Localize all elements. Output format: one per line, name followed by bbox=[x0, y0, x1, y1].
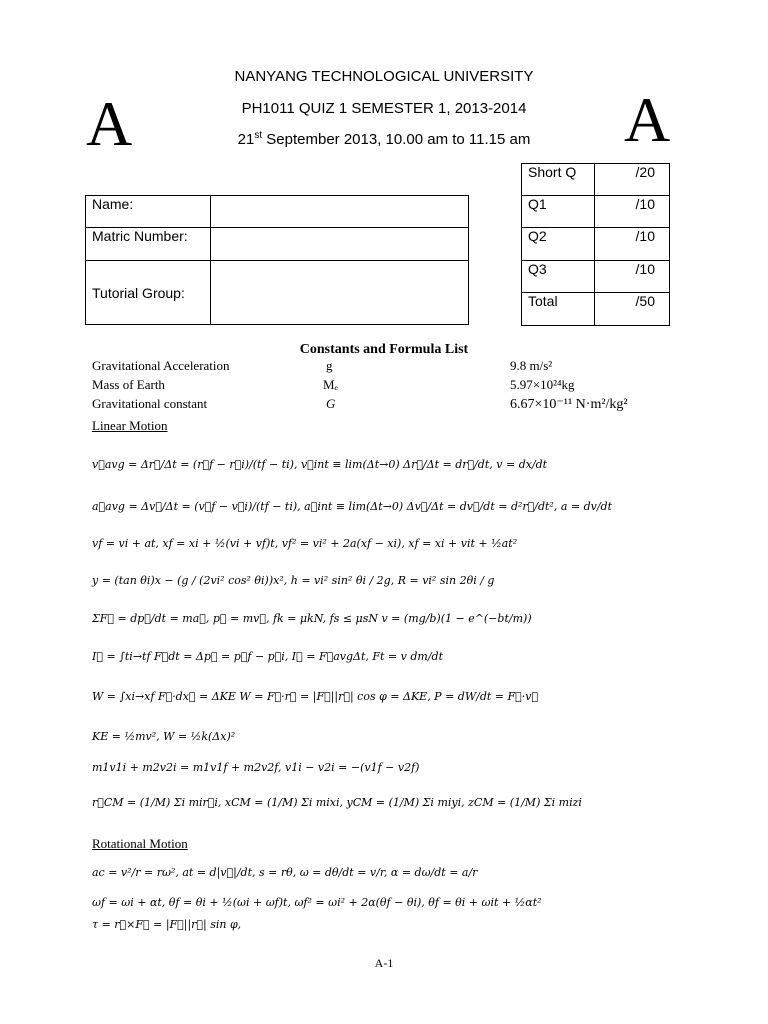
score-max: /20 bbox=[595, 164, 670, 196]
score-label: Total bbox=[522, 293, 595, 326]
score-table bbox=[521, 163, 670, 326]
name-label: Name: bbox=[86, 196, 211, 228]
quiz-title: PH1011 QUIZ 1 SEMESTER 1, 2013-2014 bbox=[241, 100, 527, 117]
quiz-date bbox=[0, 130, 768, 148]
equation-line: ac = v²/r = rω², at = d|v⃗|/dt, s = rθ, ω = dθ/dt = v/r, α = dω/dt = a/r bbox=[92, 866, 478, 879]
constant-value: 5.97×10²⁴kg bbox=[510, 377, 575, 392]
linear-motion-heading: Linear Motion bbox=[92, 418, 168, 433]
equation-line: τ = r⃗×F⃗ = |F⃗||r⃗| sin φ, bbox=[92, 918, 242, 931]
equation-line: v⃗avg = Δr⃗/Δt = (r⃗f − r⃗i)/(tf − ti), v⃗int ≡ lim(Δt→0) Δr⃗/Δt = dr⃗/dt, v = dx/dt bbox=[92, 458, 548, 471]
score-label: Short Q bbox=[522, 164, 595, 196]
constants-title: Constants and Formula List bbox=[299, 342, 469, 357]
equation-line: r⃗CM = (1/M) Σi mir⃗i, xCM = (1/M) Σi mixi, yCM = (1/M) Σi miyi, zCM = (1/M) Σi mizi bbox=[92, 796, 582, 809]
student-info-table bbox=[85, 195, 469, 325]
constant-value: 6.67×10⁻¹¹ N·m²/kg² bbox=[510, 397, 628, 412]
matric-field[interactable] bbox=[211, 228, 469, 261]
constant-symbol: g bbox=[326, 358, 333, 373]
equation-line: ΣF⃗ = dp⃗/dt = ma⃗, p⃗ = mv⃗, fk = μkN, fs ≤ μsN v = (mg/b)(1 − e^(−bt/m)) bbox=[92, 612, 532, 625]
equation-line: a⃗avg = Δv⃗/Δt = (v⃗f − v⃗i)/(tf − ti), a⃗int ≡ lim(Δt→0) Δv⃗/Δt = dv⃗/dt = d²r⃗/dt², a = dv/dt bbox=[92, 500, 613, 513]
score-label: Q3 bbox=[522, 261, 595, 293]
name-field[interactable] bbox=[211, 196, 469, 228]
score-row bbox=[522, 164, 670, 196]
corner-letter-left: A bbox=[86, 88, 133, 159]
equation-line: KE = ½mv², W = ½k(Δx)² bbox=[92, 730, 236, 743]
equation-line: vf = vi + at, xf = xi + ½(vi + vf)t, vf² = vi² + 2a(xf − xi), xf = xi + vit + ½at² bbox=[92, 537, 518, 550]
score-max: /10 bbox=[595, 261, 670, 293]
equation-line: y = (tan θi)x − (g / (2vi² cos² θi))x², h = vi² sin² θi / 2g, R = vi² sin 2θi / g bbox=[92, 574, 495, 587]
date-suffix: st bbox=[254, 130, 263, 141]
date-day: 21 bbox=[237, 131, 255, 148]
score-row bbox=[522, 293, 670, 326]
score-row bbox=[522, 228, 670, 261]
equation-line: W = ∫xi→xf F⃗·dx⃗ = ΔKE W = F⃗·r⃗ = |F⃗||r⃗| cos φ = ΔKE, P = dW/dt = F⃗·v⃗ bbox=[92, 690, 539, 703]
score-max: /10 bbox=[595, 196, 670, 228]
corner-letter-right: A bbox=[624, 84, 671, 155]
tutorial-field[interactable] bbox=[211, 261, 469, 325]
constant-value: 9.8 m/s² bbox=[510, 358, 553, 373]
rotational-motion-heading: Rotational Motion bbox=[92, 836, 188, 851]
constant-name: Gravitational constant bbox=[92, 396, 208, 411]
university-title: NANYANG TECHNOLOGICAL UNIVERSITY bbox=[234, 68, 534, 85]
constant-symbol: Mₑ bbox=[323, 377, 338, 392]
constant-name: Mass of Earth bbox=[92, 377, 165, 392]
score-max: /50 bbox=[595, 293, 670, 326]
constant-name: Gravitational Acceleration bbox=[92, 358, 230, 373]
equation-line: m1v1i + m2v2i = m1v1f + m2v2f, v1i − v2i = −(v1f − v2f) bbox=[92, 761, 420, 774]
equation-line: ωf = ωi + αt, θf = θi + ½(ωi + ωf)t, ωf² = ωi² + 2α(θf − θi), θf = θi + ωit + ½αt² bbox=[92, 896, 542, 909]
constant-symbol: G bbox=[326, 396, 336, 411]
score-max: /10 bbox=[595, 228, 670, 261]
score-label: Q2 bbox=[522, 228, 595, 261]
page-number: A-1 bbox=[374, 956, 394, 970]
date-rest: September 2013, 10.00 am to 11.15 am bbox=[262, 131, 531, 148]
equation-line: I⃗ = ∫ti→tf F⃗dt = Δp⃗ = p⃗f − p⃗i, I⃗ = F⃗avgΔt, Ft = v dm/dt bbox=[92, 650, 443, 663]
score-row bbox=[522, 196, 670, 228]
tutorial-label: Tutorial Group: bbox=[86, 261, 211, 325]
matric-label: Matric Number: bbox=[86, 228, 211, 261]
score-label: Q1 bbox=[522, 196, 595, 228]
score-row bbox=[522, 261, 670, 293]
